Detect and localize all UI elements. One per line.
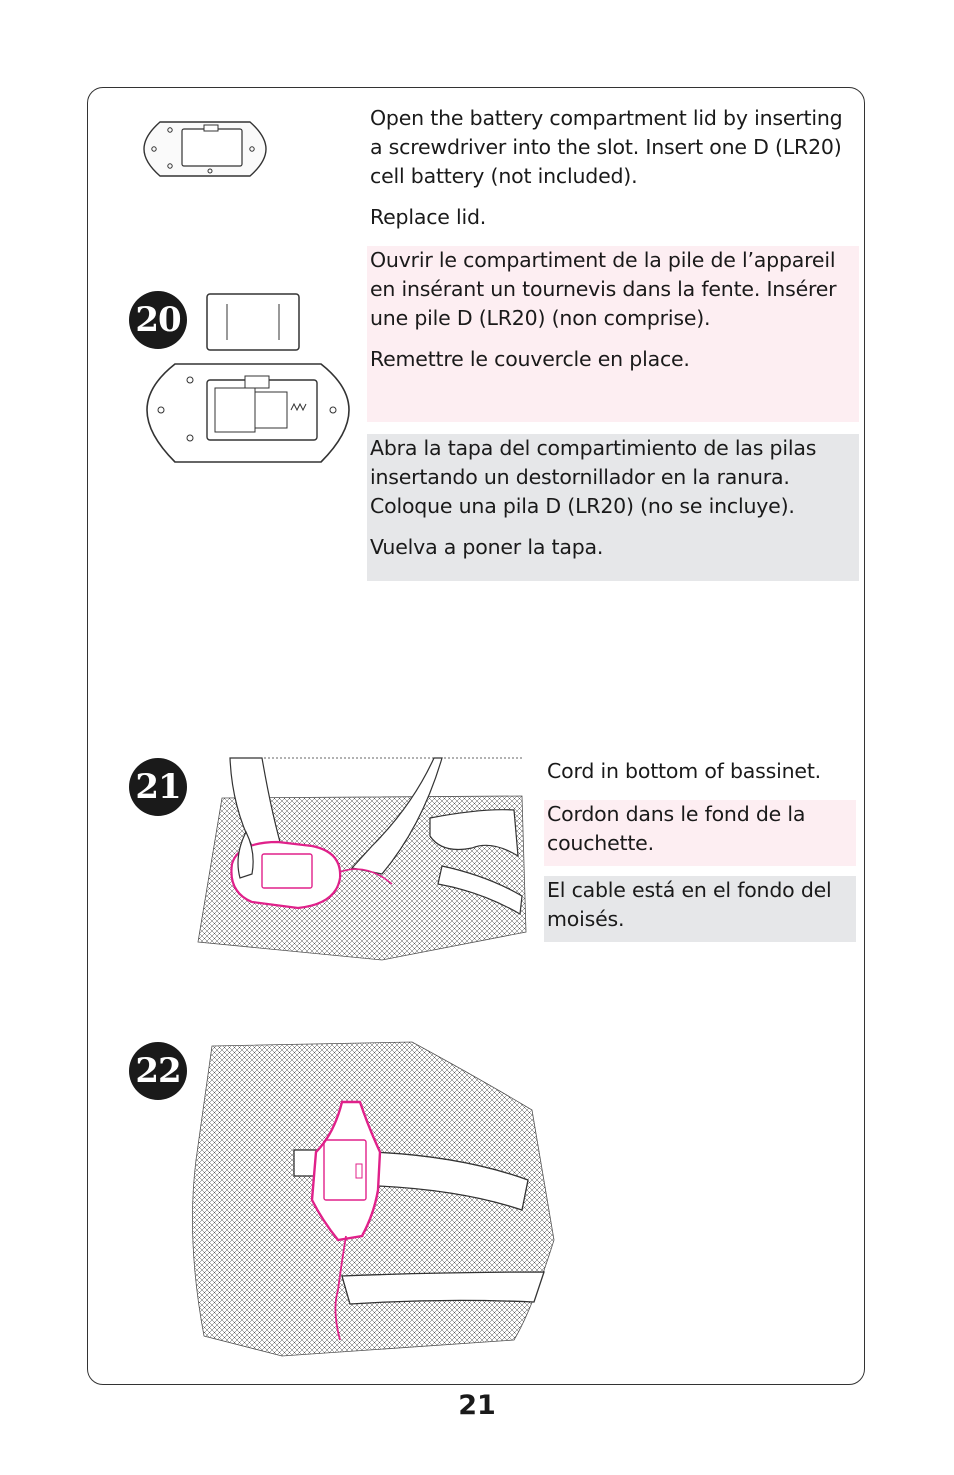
step-20-es-paragraph-2: Vuelva a poner la tapa.	[370, 535, 604, 559]
step-20-english-text	[367, 104, 859, 232]
hands-placing-unit-illustration	[192, 756, 528, 962]
step-20-french-text	[367, 246, 859, 422]
step-20-spanish-text	[367, 434, 859, 581]
step-20-en-paragraph-1: Open the battery compartment lid by inserting a screwdriver into the slot. Insert one D (LR20) cell battery (not included).	[370, 106, 843, 188]
step-20-en-paragraph-2: Replace lid.	[370, 205, 487, 229]
step-21-number: 21	[129, 758, 187, 816]
step-22-number: 22	[129, 1042, 187, 1100]
step-21-french-text	[544, 800, 856, 866]
step-20-fr-paragraph-2: Remettre le couvercle en place.	[370, 347, 690, 371]
step-21-es-paragraph-1: El cable está en el fondo del moisés.	[547, 878, 832, 931]
step-20-es-paragraph-1: Abra la tapa del compartimiento de las pilas insertando un destornillador en la ranura. Coloque una pila D (LR20) (no se incluye).	[370, 436, 817, 518]
step-21-en-paragraph-1: Cord in bottom of bassinet.	[547, 759, 821, 783]
unit-in-bassinet-illustration	[182, 1040, 558, 1358]
step-21-english-text	[544, 757, 856, 786]
step-20-fr-paragraph-1: Ouvrir le compartiment de la pile de l’appareil en insérant un tournevis dans la fente. Insérer une pile D (LR20) (non comprise).	[370, 248, 837, 330]
battery-lid-closed-illustration	[140, 116, 270, 182]
step-21-fr-paragraph-1: Cordon dans le fond de la couchette.	[547, 802, 806, 855]
battery-compartment-open-illustration	[145, 292, 351, 468]
step-21-spanish-text	[544, 876, 856, 942]
page-number: 21	[458, 1390, 496, 1421]
step-20-number: 20	[129, 291, 187, 349]
